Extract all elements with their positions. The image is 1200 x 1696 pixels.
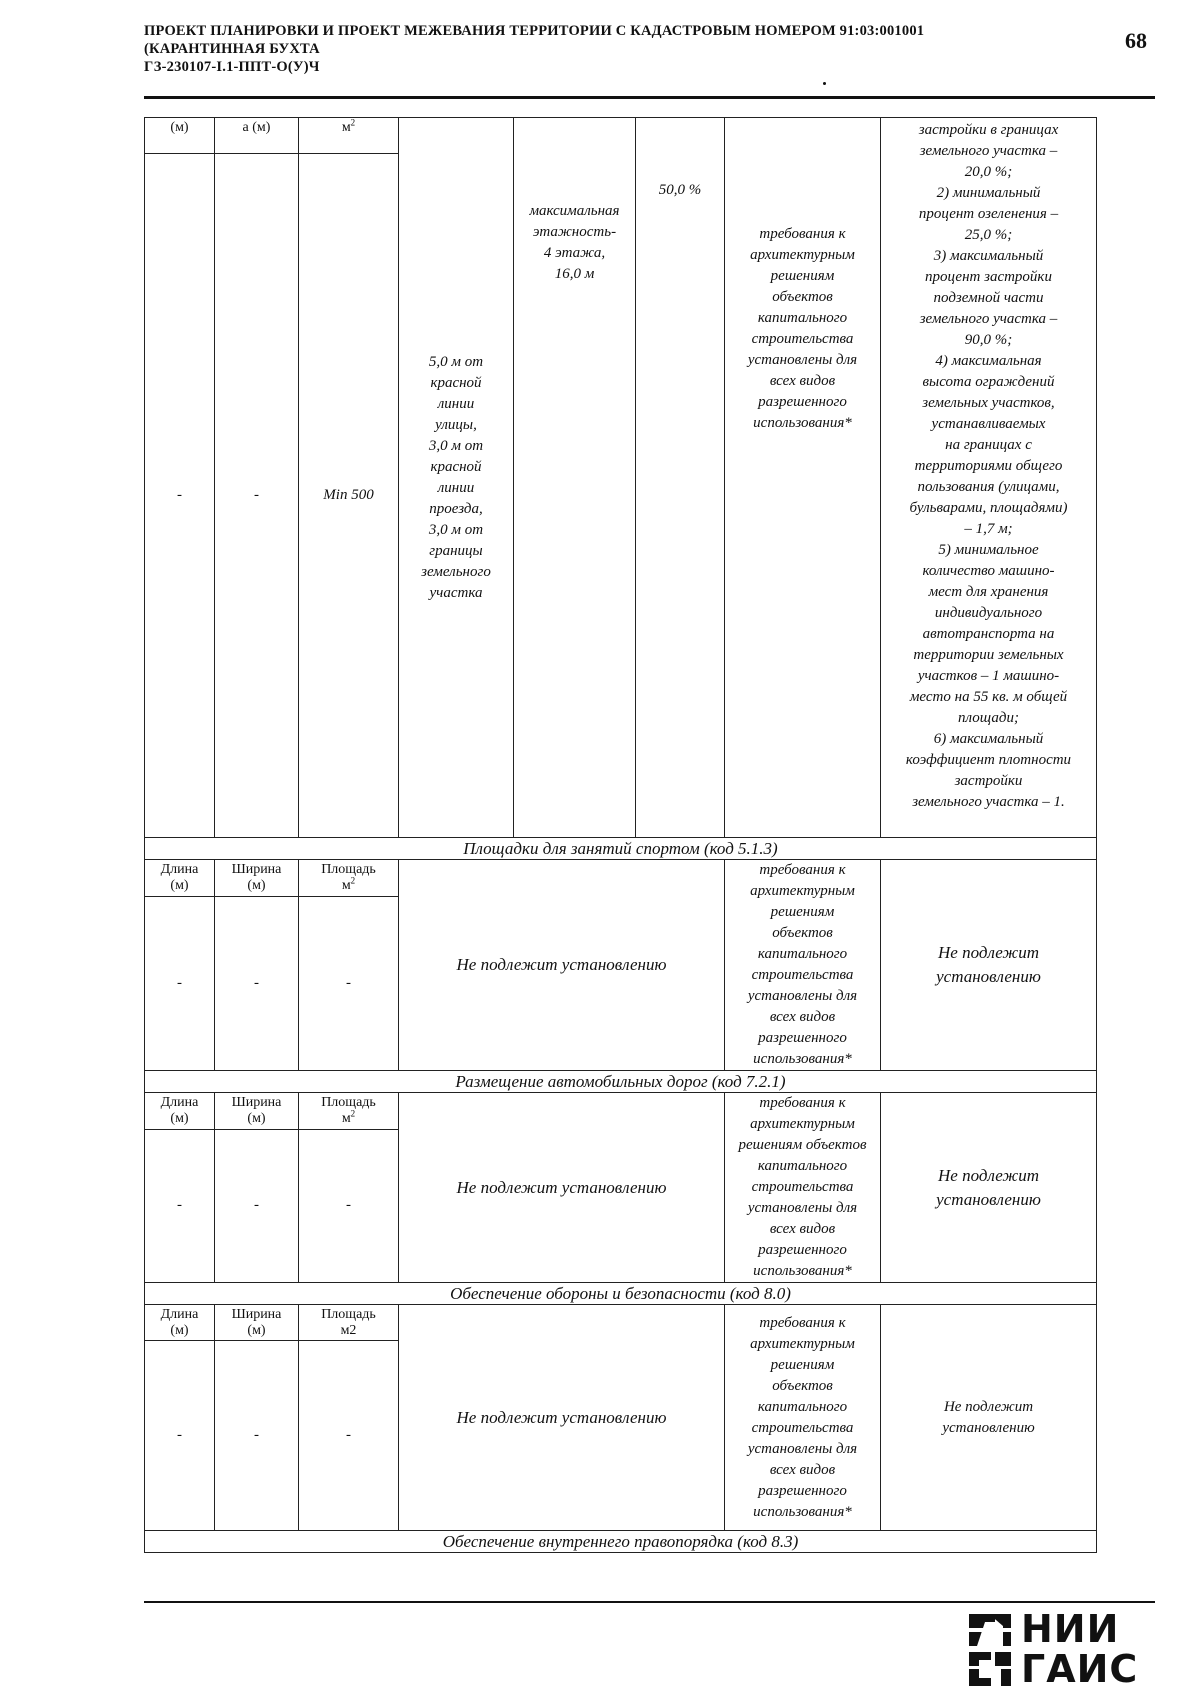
col-header-width: а (м): [215, 118, 299, 154]
regulations-table-wrapper: [144, 117, 1096, 1553]
col-header-area: Площадь м2: [299, 1305, 399, 1341]
other-params-cell: застройки в границах земельного участка – 20,0 %; 2) минимальный процент озеленения – 25,0 %; 3) максимальный процент застройки подземной части земельного участка – 90,0 %; 4) максимальная высота ограждений земельных участков, устанавливаемых на границах с территориями общего пользования (улицами, бульварами, площадями) – 1,7 м; 5) минимальное количество машино- мест для хранения индивидуального автотранспорта на территории земельных участков – 1 машино- место на 55 кв. м общей площади; 6) максимальный коэффициент плотности застройки земельного участка – 1.: [881, 118, 1097, 838]
section-title-law-enforcement: Обеспечение внутреннего правопорядка (код 8.3): [145, 1531, 1097, 1553]
not-established-cell: Не подлежит установлению: [399, 1305, 725, 1531]
requirements-cell: требования к архитектурным решениям объектов капитального строительства установлены для всех видов разрешенного использования*: [725, 1093, 881, 1283]
not-established-right: Не подлежит установлению: [881, 1093, 1097, 1283]
col-header-length: Длина (м): [145, 1305, 215, 1341]
width-value: -: [215, 1341, 299, 1531]
not-established-right: Не подлежит установлению: [881, 1305, 1097, 1531]
footer-rule: [144, 1601, 1155, 1603]
regulations-table: [144, 117, 1097, 1553]
col-header-length: Длина (м): [145, 860, 215, 897]
col-header-length: Длина (м): [145, 1093, 215, 1130]
col-header-width: Ширина (м): [215, 860, 299, 897]
section-title-sport: Площадки для занятий спортом (код 5.1.3): [145, 838, 1097, 860]
col-header-width: Ширина (м): [215, 1305, 299, 1341]
col-header-area: Площадь $м^2$: [299, 860, 399, 897]
document-header: [144, 22, 1094, 76]
requirements-cell: требования к архитектурным решениям объектов капитального строительства установлены для всех видов разрешенного использования*: [725, 118, 881, 838]
col-header-width: Ширина (м): [215, 1093, 299, 1130]
header-document-code: ГЗ-230107-I.1-ППТ-О(У)Ч: [144, 59, 320, 75]
niigais-logo: [965, 1608, 1155, 1690]
area-value: -: [299, 896, 399, 1070]
section-title-defense: Обеспечение обороны и безопасности (код 8.0): [145, 1283, 1097, 1305]
width-value: -: [215, 154, 299, 838]
area-value: -: [299, 1341, 399, 1531]
setback-cell: 5,0 м от красной линии улицы, 3,0 м от красной линии проезда, 3,0 м от границы земельного участка: [399, 118, 514, 838]
area-value: Min 500: [299, 154, 399, 838]
width-value: -: [215, 1129, 299, 1282]
stray-dot: [823, 82, 826, 85]
col-header-area: Площадь $м^2$: [299, 1093, 399, 1130]
requirements-cell: требования к архитектурным решениям объектов капитального строительства установлены для всех видов разрешенного использования*: [725, 860, 881, 1071]
logo-mark-icon: [965, 1612, 1015, 1686]
length-value: -: [145, 1341, 215, 1531]
not-established-cell: Не подлежит установлению: [399, 1093, 725, 1283]
floors-cell: максимальная этажность- 4 этажа, 16,0 м: [514, 118, 636, 838]
requirements-cell: требования к архитектурным решениям объектов капитального строительства установлены для всех видов разрешенного использования*: [725, 1305, 881, 1531]
area-value: -: [299, 1129, 399, 1282]
col-header-length: (м): [145, 118, 215, 154]
page-number: 68: [1125, 28, 1147, 53]
header-title-line-1: ПРОЕКТ ПЛАНИРОВКИ И ПРОЕКТ МЕЖЕВАНИЯ ТЕРРИТОРИИ С КАДАСТРОВЫМ НОМЕРОМ 91:03:001001: [144, 23, 925, 39]
length-value: -: [145, 1129, 215, 1282]
length-value: -: [145, 154, 215, 838]
header-rule: [144, 96, 1155, 99]
not-established-right: Не подлежит установлению: [881, 860, 1097, 1071]
width-value: -: [215, 896, 299, 1070]
section-title-roads: Размещение автомобильных дорог (код 7.2.1): [145, 1071, 1097, 1093]
logo-text-line-2: ГАИС: [1021, 1647, 1139, 1691]
logo-text-line-1: НИИ: [1021, 1607, 1120, 1651]
col-header-area: $м^2$: [299, 118, 399, 154]
header-title-line-2: (КАРАНТИННАЯ БУХТА: [144, 41, 320, 57]
not-established-cell: Не подлежит установлению: [399, 860, 725, 1071]
coverage-cell: 50,0 %: [636, 118, 725, 838]
length-value: -: [145, 896, 215, 1070]
